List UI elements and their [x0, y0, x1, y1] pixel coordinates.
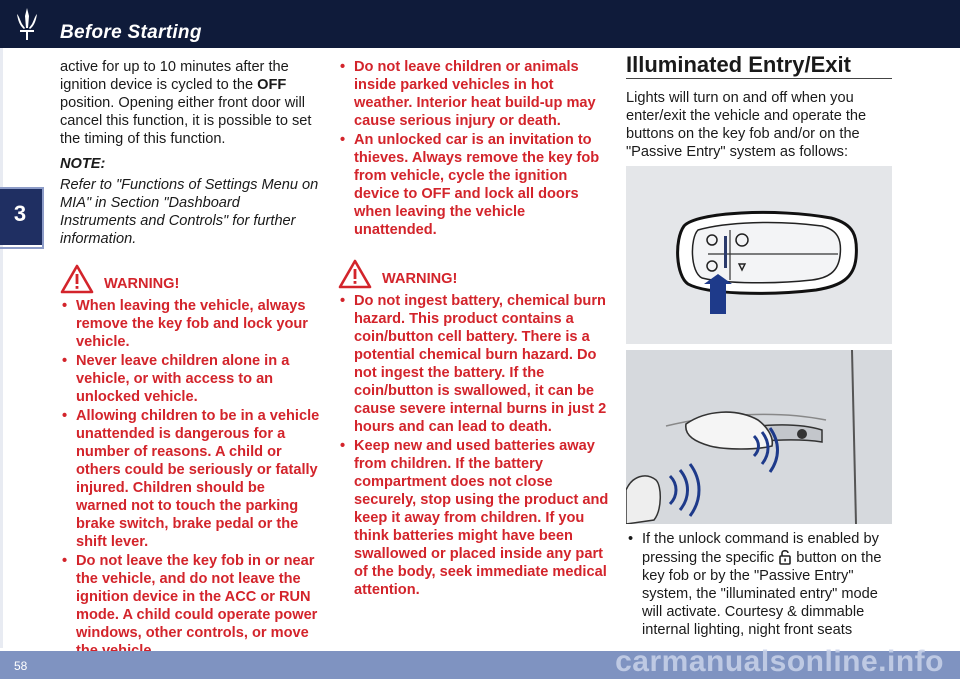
chapter-number: 3 — [13, 201, 27, 226]
warning-header — [60, 264, 320, 294]
page-footer — [0, 645, 960, 679]
warning-item: • An unlocked car is an invitation to thieves. Always remove the key fob from vehicle, cycle the ignition device to OFF and lock all doors when leaving the vehicle unattended. — [338, 131, 610, 239]
section-title: Before Starting — [60, 22, 202, 43]
warning-title: WARNING! — [104, 276, 180, 292]
warning-triangle-icon — [338, 259, 372, 289]
column-middle — [338, 58, 610, 600]
page-header — [0, 0, 960, 48]
bullet-text: If the unlock command is enabled by pressing the specific — [642, 531, 879, 566]
trident-logo-icon — [12, 6, 42, 42]
warning-item: • Do not leave children or animals inside parked vehicles in hot weather. Interior heat build-up may cause serious injury or death. — [338, 58, 610, 130]
note-text: Refer to "Functions of Settings Menu on MIA" in Section "Dashboard Instruments and Controls" for further information. — [60, 177, 319, 247]
intro-text-cont: position. Opening either front door will cancel this function, it is possible to set the timing of this function. — [60, 95, 312, 147]
warning-item: • When leaving the vehicle, always remove the key fob and lock your vehicle. — [60, 297, 320, 351]
unlock-padlock-icon — [778, 548, 792, 565]
note-heading: NOTE: — [60, 156, 106, 172]
warning-item: • Allowing children to be in a vehicle unattended is dangerous for a number of reasons. A child or others could be seriously or fatally injured. Children should be warned not to touch the parking brake switch, brake pedal or the shift lever. — [60, 407, 320, 551]
entry-bullet-list — [626, 530, 892, 639]
key-fob-image — [626, 166, 892, 344]
bullet-text-cont: button on the key fob or by the "Passive Entry" system, the "illuminated entry" mode will activate. Courtesy & dimmable internal lighting, night front seats — [642, 550, 882, 638]
warning-item: • Keep new and used batteries away from children. If the battery compartment does not close securely, stop using the product and keep it away from children. If you think batteries might have been swallowed or placed inside any part of the body, seek immediate medical attention. — [338, 437, 610, 599]
battery-warning-list — [338, 292, 610, 599]
section-heading: Illuminated Entry/Exit — [626, 56, 892, 79]
warning-list-continued — [338, 58, 610, 239]
door-handle-image — [626, 350, 892, 524]
warning-list — [60, 297, 320, 660]
off-keyword: OFF — [257, 77, 287, 93]
intro-text: active for up to 10 minutes after the ignition device is cycled to the — [60, 59, 289, 93]
page-number: 58 — [14, 659, 28, 673]
warning-triangle-icon — [60, 264, 94, 294]
side-margin-line — [0, 48, 3, 648]
column-right-bullets — [626, 530, 892, 640]
chapter-tab — [0, 187, 42, 245]
list-item — [626, 530, 892, 639]
section-intro: Lights will turn on and off when you enter/exit the vehicle and operate the buttons on the key fob and/or on the "Passive Entry" system as follows: — [626, 90, 867, 160]
warning-item: • Never leave children alone in a vehicle, or with access to an unlocked vehicle. — [60, 352, 320, 406]
warning-header — [338, 259, 610, 289]
intro-paragraph — [60, 58, 320, 148]
column-left — [60, 58, 320, 661]
column-right — [626, 52, 892, 168]
warning-item: • Do not leave the key fob in or near the vehicle, and do not leave the ignition device in the ACC or RUN mode. A child could operate power windows, other controls, or move — [60, 552, 320, 660]
warning-item: • Do not ingest battery, chemical burn hazard. This product contains a coin/button cell battery. There is a potential chemical burn hazard. Do not ingest the battery. If the coin/button is swallowed, it can be cause severe internal burns in just 2 hours and can lead to death. — [338, 292, 610, 436]
watermark: carmanualsonline.info — [615, 645, 944, 678]
warning-title: WARNING! — [382, 271, 458, 287]
